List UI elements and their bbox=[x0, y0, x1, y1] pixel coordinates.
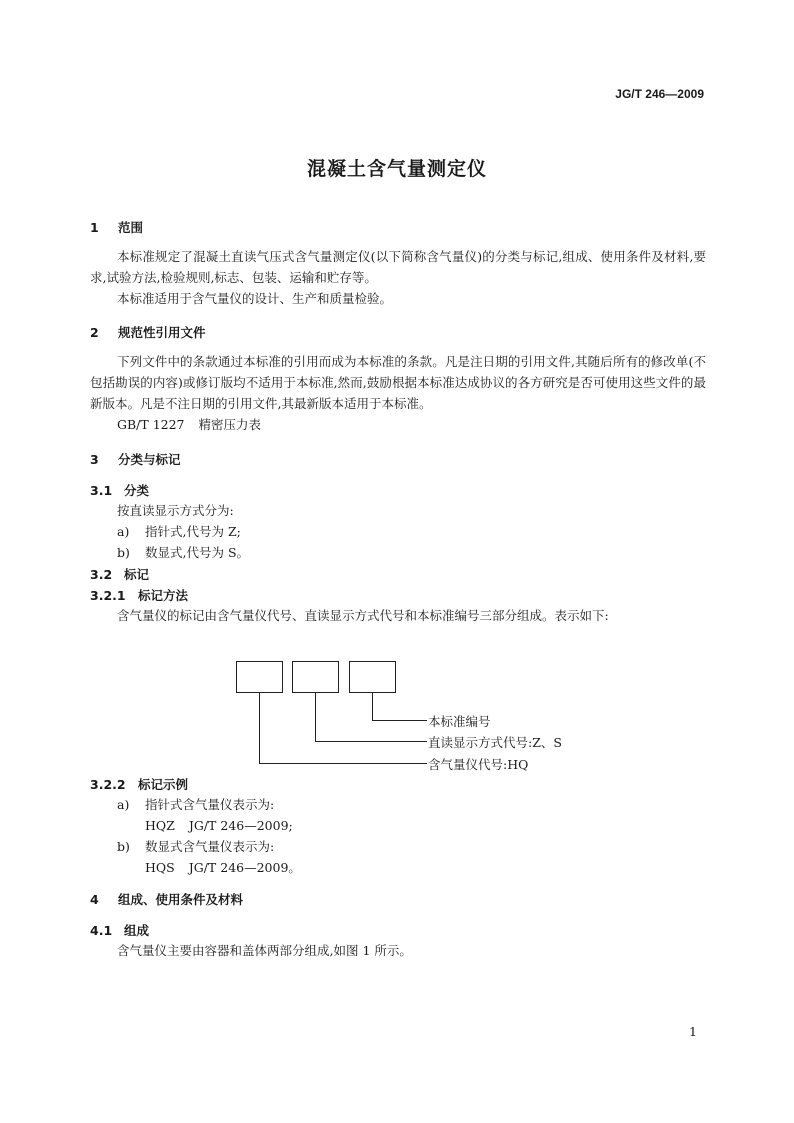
standard-number-box bbox=[349, 661, 396, 693]
section-number: 1 bbox=[90, 220, 99, 235]
section-1-heading bbox=[90, 218, 143, 236]
section-title: 组成 bbox=[124, 923, 150, 938]
leader-line bbox=[315, 692, 316, 742]
list-text: 数显式,代号为 S。 bbox=[145, 545, 250, 560]
subsection-3-2-1-heading bbox=[90, 586, 188, 604]
list-text: 指针式,代号为 Z; bbox=[145, 524, 241, 539]
list-item bbox=[117, 836, 274, 857]
subsection-4-1-heading bbox=[90, 921, 149, 939]
example-standard: JG/T 246—2009。 bbox=[188, 860, 301, 875]
example-standard: JG/T 246—2009; bbox=[188, 818, 293, 833]
list-marker: a) bbox=[117, 797, 130, 812]
list-marker: b) bbox=[117, 545, 130, 560]
section-title: 标记方法 bbox=[138, 588, 189, 603]
list-text: 指针式含气量仪表示为: bbox=[145, 797, 275, 812]
example-code: HQS bbox=[145, 860, 175, 875]
reference-name: 精密压力表 bbox=[198, 417, 262, 432]
marking-example bbox=[145, 815, 293, 836]
section-1-paragraph-1: 本标准规定了混凝土直读气压式含气量测定仪(以下简称含气量仪)的分类与标记,组成、使用条件及材料,要求,试验方法,检验规则,标志、包装、运输和贮存等。 bbox=[90, 249, 706, 285]
display-mode-label: 直读显示方式代号:Z、S bbox=[428, 735, 562, 750]
section-number: 3 bbox=[90, 452, 99, 467]
section-number: 3.2 bbox=[90, 567, 113, 582]
section-title: 组成、使用条件及材料 bbox=[118, 892, 244, 907]
product-code-label: 含气量仪代号:HQ bbox=[428, 757, 529, 772]
section-title: 分类 bbox=[124, 483, 150, 498]
section-number: 2 bbox=[90, 325, 99, 340]
list-item bbox=[117, 521, 241, 542]
section-2-heading bbox=[90, 323, 206, 341]
section-4-1-paragraph: 含气量仪主要由容器和盖体两部分组成,如图 1 所示。 bbox=[117, 943, 412, 958]
standard-number: JG/T 246—2009 bbox=[615, 87, 704, 101]
reference-code: GB/T 1227 bbox=[117, 417, 185, 432]
section-number: 3.1 bbox=[90, 483, 113, 498]
example-code: HQZ bbox=[145, 818, 175, 833]
section-number: 4 bbox=[90, 892, 99, 907]
leader-line bbox=[372, 720, 427, 721]
page-title: 混凝土含气量测定仪 bbox=[306, 158, 487, 180]
section-title: 分类与标记 bbox=[118, 452, 181, 467]
standard-number-label: 本标准编号 bbox=[428, 714, 491, 729]
list-marker: b) bbox=[117, 839, 130, 854]
section-4-heading bbox=[90, 890, 243, 908]
leader-line bbox=[259, 692, 260, 764]
list-item bbox=[117, 542, 249, 563]
list-item bbox=[117, 794, 274, 815]
list-text: 数显式含气量仪表示为: bbox=[145, 839, 275, 854]
subsection-3-2-heading bbox=[90, 565, 149, 583]
section-3-heading bbox=[90, 450, 181, 468]
section-title: 范围 bbox=[118, 220, 144, 235]
section-title: 标记 bbox=[124, 567, 150, 582]
leader-line bbox=[315, 741, 427, 742]
page-number: 1 bbox=[689, 1024, 697, 1039]
normative-reference bbox=[117, 414, 261, 435]
display-mode-box bbox=[292, 661, 339, 693]
section-title: 标记示例 bbox=[138, 777, 189, 792]
marking-method-intro: 含气量仪的标记由含气量仪代号、直读显示方式代号和本标准编号三部分组成。表示如下: bbox=[117, 608, 609, 623]
section-2-paragraph-1: 下列文件中的条款通过本标准的引用而成为本标准的条款。凡是注日期的引用文件,其随后所有的修改单(不包括勘误的内容)或修订版均不适用于本标准,然而,鼓励根据本标准达成协议的各方研究是否可使用这些文件的最新版本。凡是不注日期的引用文件,其最新版本适用于本标准。 bbox=[90, 354, 706, 411]
classification-intro: 按直读显示方式分为: bbox=[117, 503, 234, 518]
marking-example bbox=[145, 857, 301, 878]
product-code-box bbox=[236, 661, 283, 693]
section-number: 3.2.1 bbox=[90, 588, 126, 603]
section-1-paragraph-2: 本标准适用于含气量仪的设计、生产和质量检验。 bbox=[117, 291, 393, 306]
section-number: 4.1 bbox=[90, 923, 113, 938]
section-number: 3.2.2 bbox=[90, 777, 126, 792]
list-marker: a) bbox=[117, 524, 130, 539]
leader-line bbox=[372, 692, 373, 721]
leader-line bbox=[259, 763, 427, 764]
subsection-3-1-heading bbox=[90, 481, 149, 499]
subsection-3-2-2-heading bbox=[90, 775, 188, 793]
section-title: 规范性引用文件 bbox=[118, 325, 206, 340]
